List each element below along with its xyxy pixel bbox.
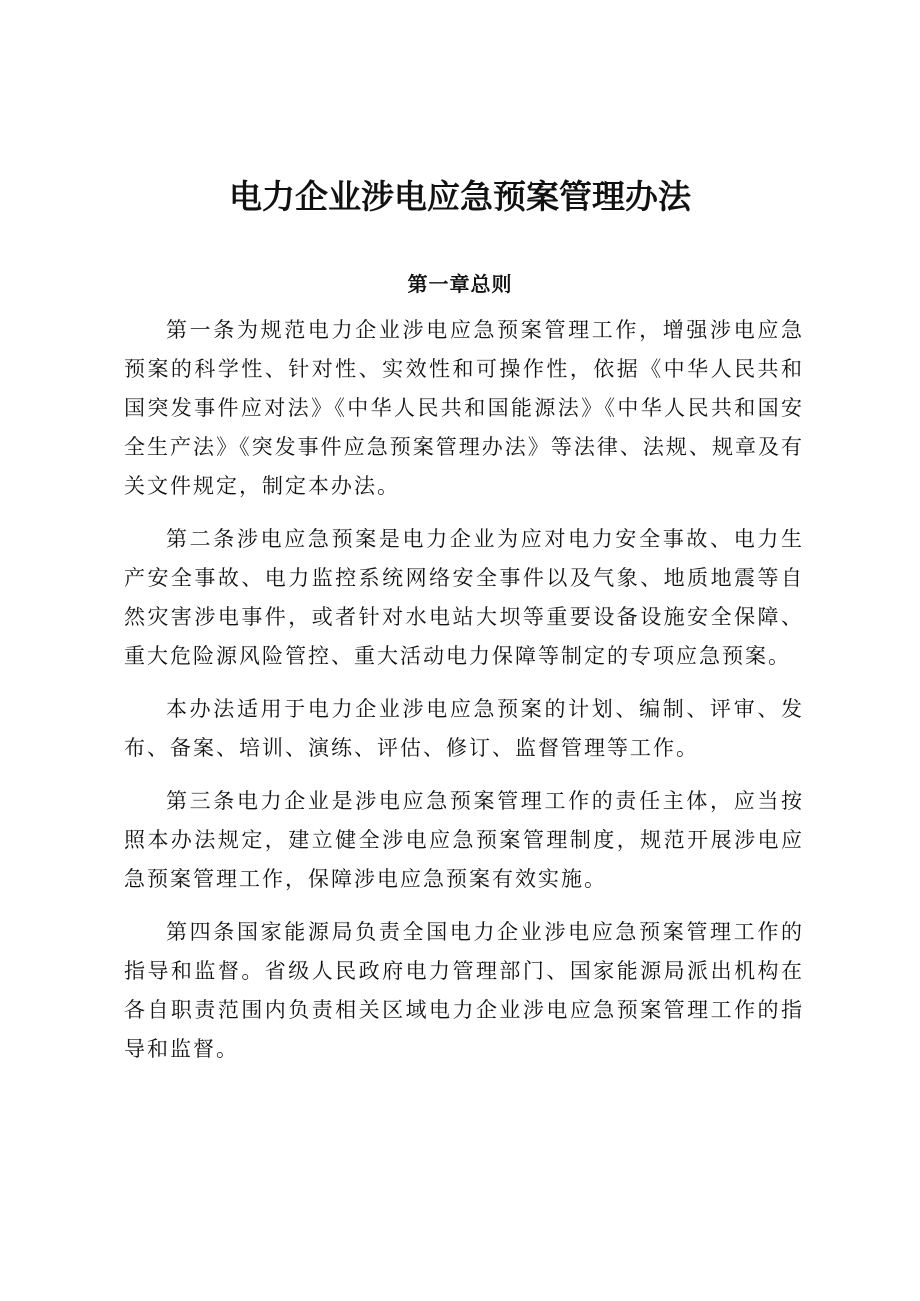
- scope-paragraph: 本办法适用于电力企业涉电应急预案的计划、编制、评审、发布、备案、培训、演练、评估、修订、监督管理等工作。: [124, 697, 804, 760]
- chapter-heading: 第一章总则: [407, 272, 513, 296]
- article-4-paragraph: 第四条国家能源局负责全国电力企业涉电应急预案管理工作的指导和监督。省级人民政府电力管理部门、国家能源局派出机构在各自职责范围内负责相关区域电力企业涉电应急预案管理工作的指导和监督。: [124, 920, 804, 1061]
- article-3-paragraph: 第三条电力企业是涉电应急预案管理工作的责任主体，应当按照本办法规定，建立健全涉电应急预案管理制度，规范开展涉电应急预案管理工作，保障涉电应急预案有效实施。: [124, 789, 804, 891]
- document-title: 电力企业涉电应急预案管理办法: [229, 177, 691, 216]
- article-2-paragraph: 第二条涉电应急预案是电力企业为应对电力安全事故、电力生产安全事故、电力监控系统网络安全事件以及气象、地质地震等自然灾害涉电事件，或者针对水电站大坝等重要设备设施安全保障、重大危险源风险管控、重大活动电力保障等制定的专项应急预案。: [124, 527, 804, 668]
- document-body: [124, 311, 804, 1069]
- article-1-paragraph: 第一条为规范电力企业涉电应急预案管理工作，增强涉电应急预案的科学性、针对性、实效性和可操作性，依据《中华人民共和国突发事件应对法》《中华人民共和国能源法》《中华人民共和国安全生产法》《突发事件应急预案管理办法》等法律、法规、规章及有关文件规定，制定本办法。: [124, 318, 804, 498]
